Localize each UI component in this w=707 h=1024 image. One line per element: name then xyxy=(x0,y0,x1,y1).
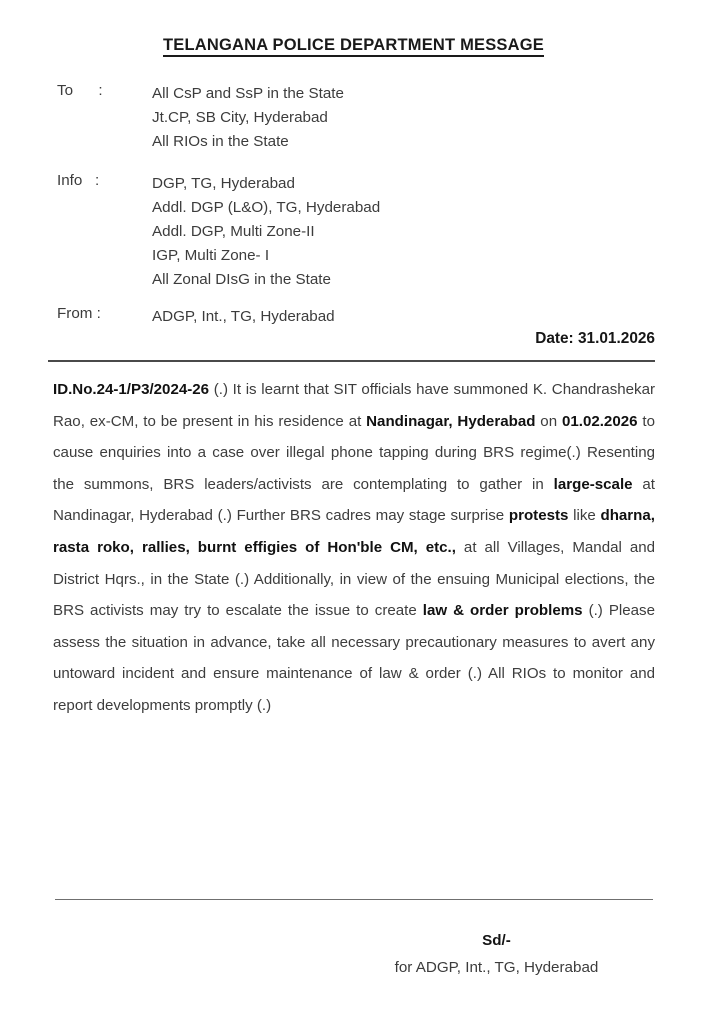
body-text-segment: on xyxy=(535,412,562,430)
body-text-segment: at all Villages, Mandal and District Hqrs., in the State (.) Additionally, in view of the ensuing Municipal elections, the BRS activists may try to escalate the issue to create xyxy=(53,538,656,620)
body-bold-segment: Nandinagar, Hyderabad xyxy=(366,412,536,430)
signature-designation: for ADGP, Int., TG, Hyderabad xyxy=(394,959,599,976)
header-body-divider xyxy=(48,360,655,362)
header-values-info xyxy=(152,172,657,292)
header-to-line-3: All RIOs in the State xyxy=(152,133,289,150)
page-title xyxy=(0,36,707,55)
header-info-line-2: Addl. DGP (L&O), TG, Hyderabad xyxy=(152,199,381,216)
header-info-line-3: Addl. DGP, Multi Zone-II xyxy=(152,223,315,240)
body-bold-segment: 01.02.2026 xyxy=(561,412,638,430)
body-text-segment: (.) Please assess the situation in advance, take all necessary precautionary measures to avert any untoward incident and ensure maintenance of law & order (.) All RIOs to monitor and report developments promptly (.) xyxy=(53,602,655,714)
message-date: Date: 31.01.2026 xyxy=(535,330,655,347)
body-text-segment: like xyxy=(568,507,601,525)
header-values-from xyxy=(152,305,657,329)
body-bold-segment: protests xyxy=(508,507,569,525)
header-to-line-2: Jt.CP, SB City, Hyderabad xyxy=(152,109,328,126)
header-label-from: From : xyxy=(57,305,101,322)
signature-inner xyxy=(395,928,599,982)
header-row-info xyxy=(57,172,657,292)
header-values-to xyxy=(152,82,657,154)
header-info-line-1: DGP, TG, Hyderabad xyxy=(152,175,295,192)
body-bold-segment: dharna, rasta roko, rallies, burnt effigies of Hon'ble CM, etc., xyxy=(53,507,655,556)
header-row-from xyxy=(57,305,657,329)
body-bold-segment: law & order problems xyxy=(422,602,583,620)
body-text-segment: at Nandinagar, Hyderabad (.) Further BRS cadres may stage surprise xyxy=(53,475,655,525)
header-label-info: Info : xyxy=(57,172,100,189)
body-text-segment: to cause enquiries into a case over illegal phone tapping during BRS regime(.) Resenting the summons, BRS leaders/activists are contemplating to gather in xyxy=(53,412,655,493)
signature-block xyxy=(0,928,653,982)
body-text-segment: (.) It is learnt that SIT officials have summoned K. Chandrashekar Rao, ex-CM, to be present in his residence at xyxy=(53,381,655,430)
header-row-to xyxy=(57,82,657,154)
body-bold-segment: large-scale xyxy=(553,475,633,493)
header-label-to: To : xyxy=(57,82,103,99)
message-body xyxy=(53,374,655,722)
header-info-line-4: IGP, Multi Zone- I xyxy=(152,247,270,264)
signature-divider xyxy=(55,899,653,900)
header-info-line-5: All Zonal DIsG in the State xyxy=(152,271,331,288)
page-title-text: TELANGANA POLICE DEPARTMENT MESSAGE xyxy=(163,36,544,57)
header-from-line-1: ADGP, Int., TG, Hyderabad xyxy=(152,308,335,325)
signature-sd: Sd/- xyxy=(482,932,511,949)
body-bold-segment: ID.No.24-1/P3/2024-26 xyxy=(53,381,210,398)
header-to-line-1: All CsP and SsP in the State xyxy=(152,85,344,102)
